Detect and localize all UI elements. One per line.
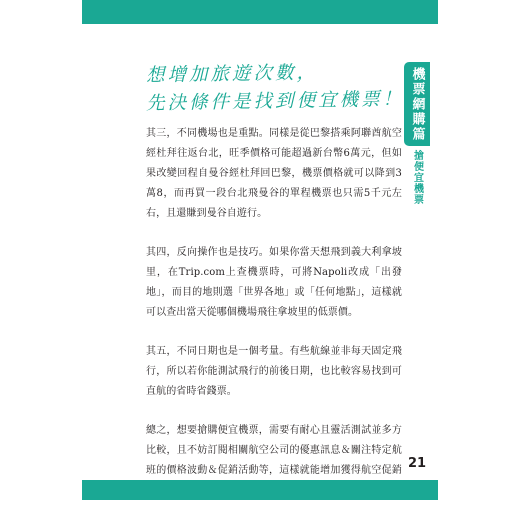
section-subtitle-text: 搶便宜機票: [411, 150, 423, 205]
paragraph-summary: 總之，想要搶購便宜機票，需要有耐心且靈活測試並多方比較，且不妨訂閱相關航空公司的優惠訊息＆關注特定航班的價格波動＆促銷活動等，這樣就能增加獲得航空促銷: [146, 425, 402, 476]
page-headline: [146, 60, 404, 116]
headline-line-1: 想增加旅遊次數，: [145, 62, 319, 87]
paragraph-tip-4: 其四，反向操作也是技巧。如果你當天想飛到義大利拿坡里，在Trip.com上查機票時，可將Napoli改成「出發地」，而目的地則選「世界各地」或「任何地點」，這樣就可以查出當天從哪個機場飛往拿坡里的低票價。: [146, 247, 402, 318]
book-page: [82, 0, 438, 500]
section-tab-title: 機票網購篇: [409, 66, 425, 142]
paragraph-tip-5: 其五，不同日期也是一個考量。有些航線並非每天固定飛行，所以若你能測試飛行的前後日期，也比較容易找到可直航的省時省錢票。: [146, 346, 402, 397]
bottom-color-band: [82, 480, 438, 500]
top-color-band: [82, 0, 438, 24]
paragraph-tip-3: 其三，不同機場也是重點。同樣是從巴黎搭乘阿聯酋航空經杜拜往返台北，旺季價格可能超過新台幣6萬元，但如果改變回程自曼谷經杜拜回巴黎，機票價格就可以降到3萬8，而再買一段台北飛曼谷的單程機票也只需5千元左右，且還賺到曼谷自遊行。: [146, 128, 402, 219]
section-subtitle: [408, 150, 426, 205]
page-number: 21: [408, 456, 427, 471]
section-tab: [404, 62, 430, 146]
headline-line-2: 先決條件是找到便宜機票！: [145, 88, 405, 115]
body-text: [146, 124, 402, 520]
